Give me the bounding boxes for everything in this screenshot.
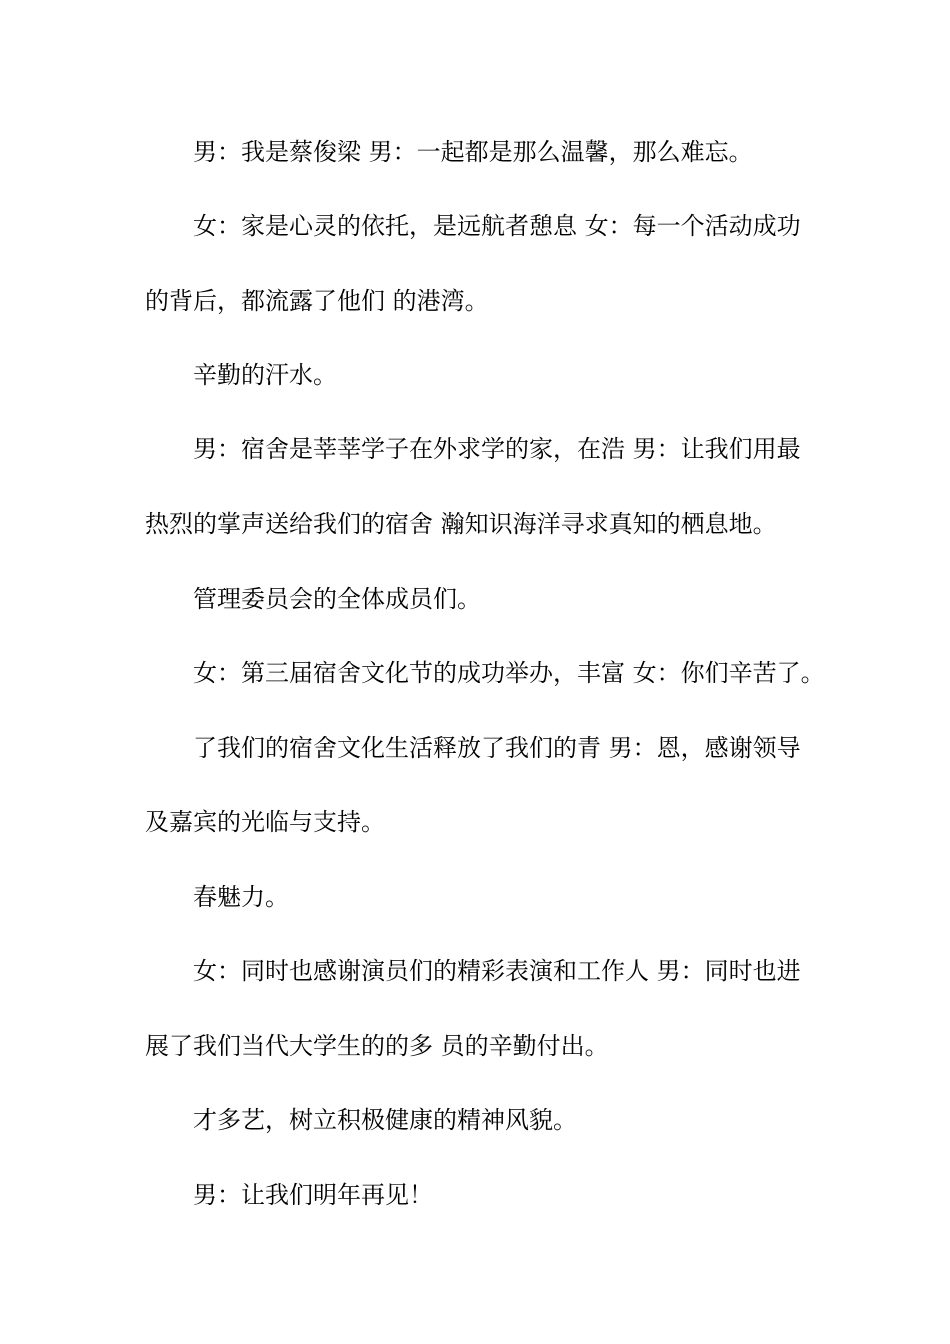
text-line: 春魅力。: [193, 883, 289, 911]
text-line: 男：让我们明年再见！: [193, 1181, 433, 1209]
text-line: 及嘉宾的光临与支持。: [145, 808, 385, 836]
text-line: 女：第三届宿舍文化节的成功举办，丰富 女：你们辛苦了。: [193, 659, 825, 687]
text-line: 男：宿舍是莘莘学子在外求学的家，在浩 男：让我们用最: [193, 435, 801, 463]
text-line: 热烈的掌声送给我们的宿舍 瀚知识海洋寻求真知的栖息地。: [145, 510, 777, 538]
text-line: 才多艺，树立积极健康的精神风貌。: [193, 1106, 577, 1134]
text-line: 展了我们当代大学生的的多 员的辛勤付出。: [145, 1032, 609, 1060]
text-line: 的背后，都流露了他们 的港湾。: [145, 287, 489, 315]
text-line: 辛勤的汗水。: [193, 361, 337, 389]
text-line: 了我们的宿舍文化生活释放了我们的青 男：恩，感谢领导: [193, 734, 801, 762]
text-line: 管理委员会的全体成员们。: [193, 585, 481, 613]
text-line: 男：我是蔡俊梁 男：一起都是那么温馨，那么难忘。: [193, 138, 753, 166]
text-line: 女：同时也感谢演员们的精彩表演和工作人 男：同时也进: [193, 957, 801, 985]
text-line: 女：家是心灵的依托，是远航者憩息 女：每一个活动成功: [193, 212, 801, 240]
